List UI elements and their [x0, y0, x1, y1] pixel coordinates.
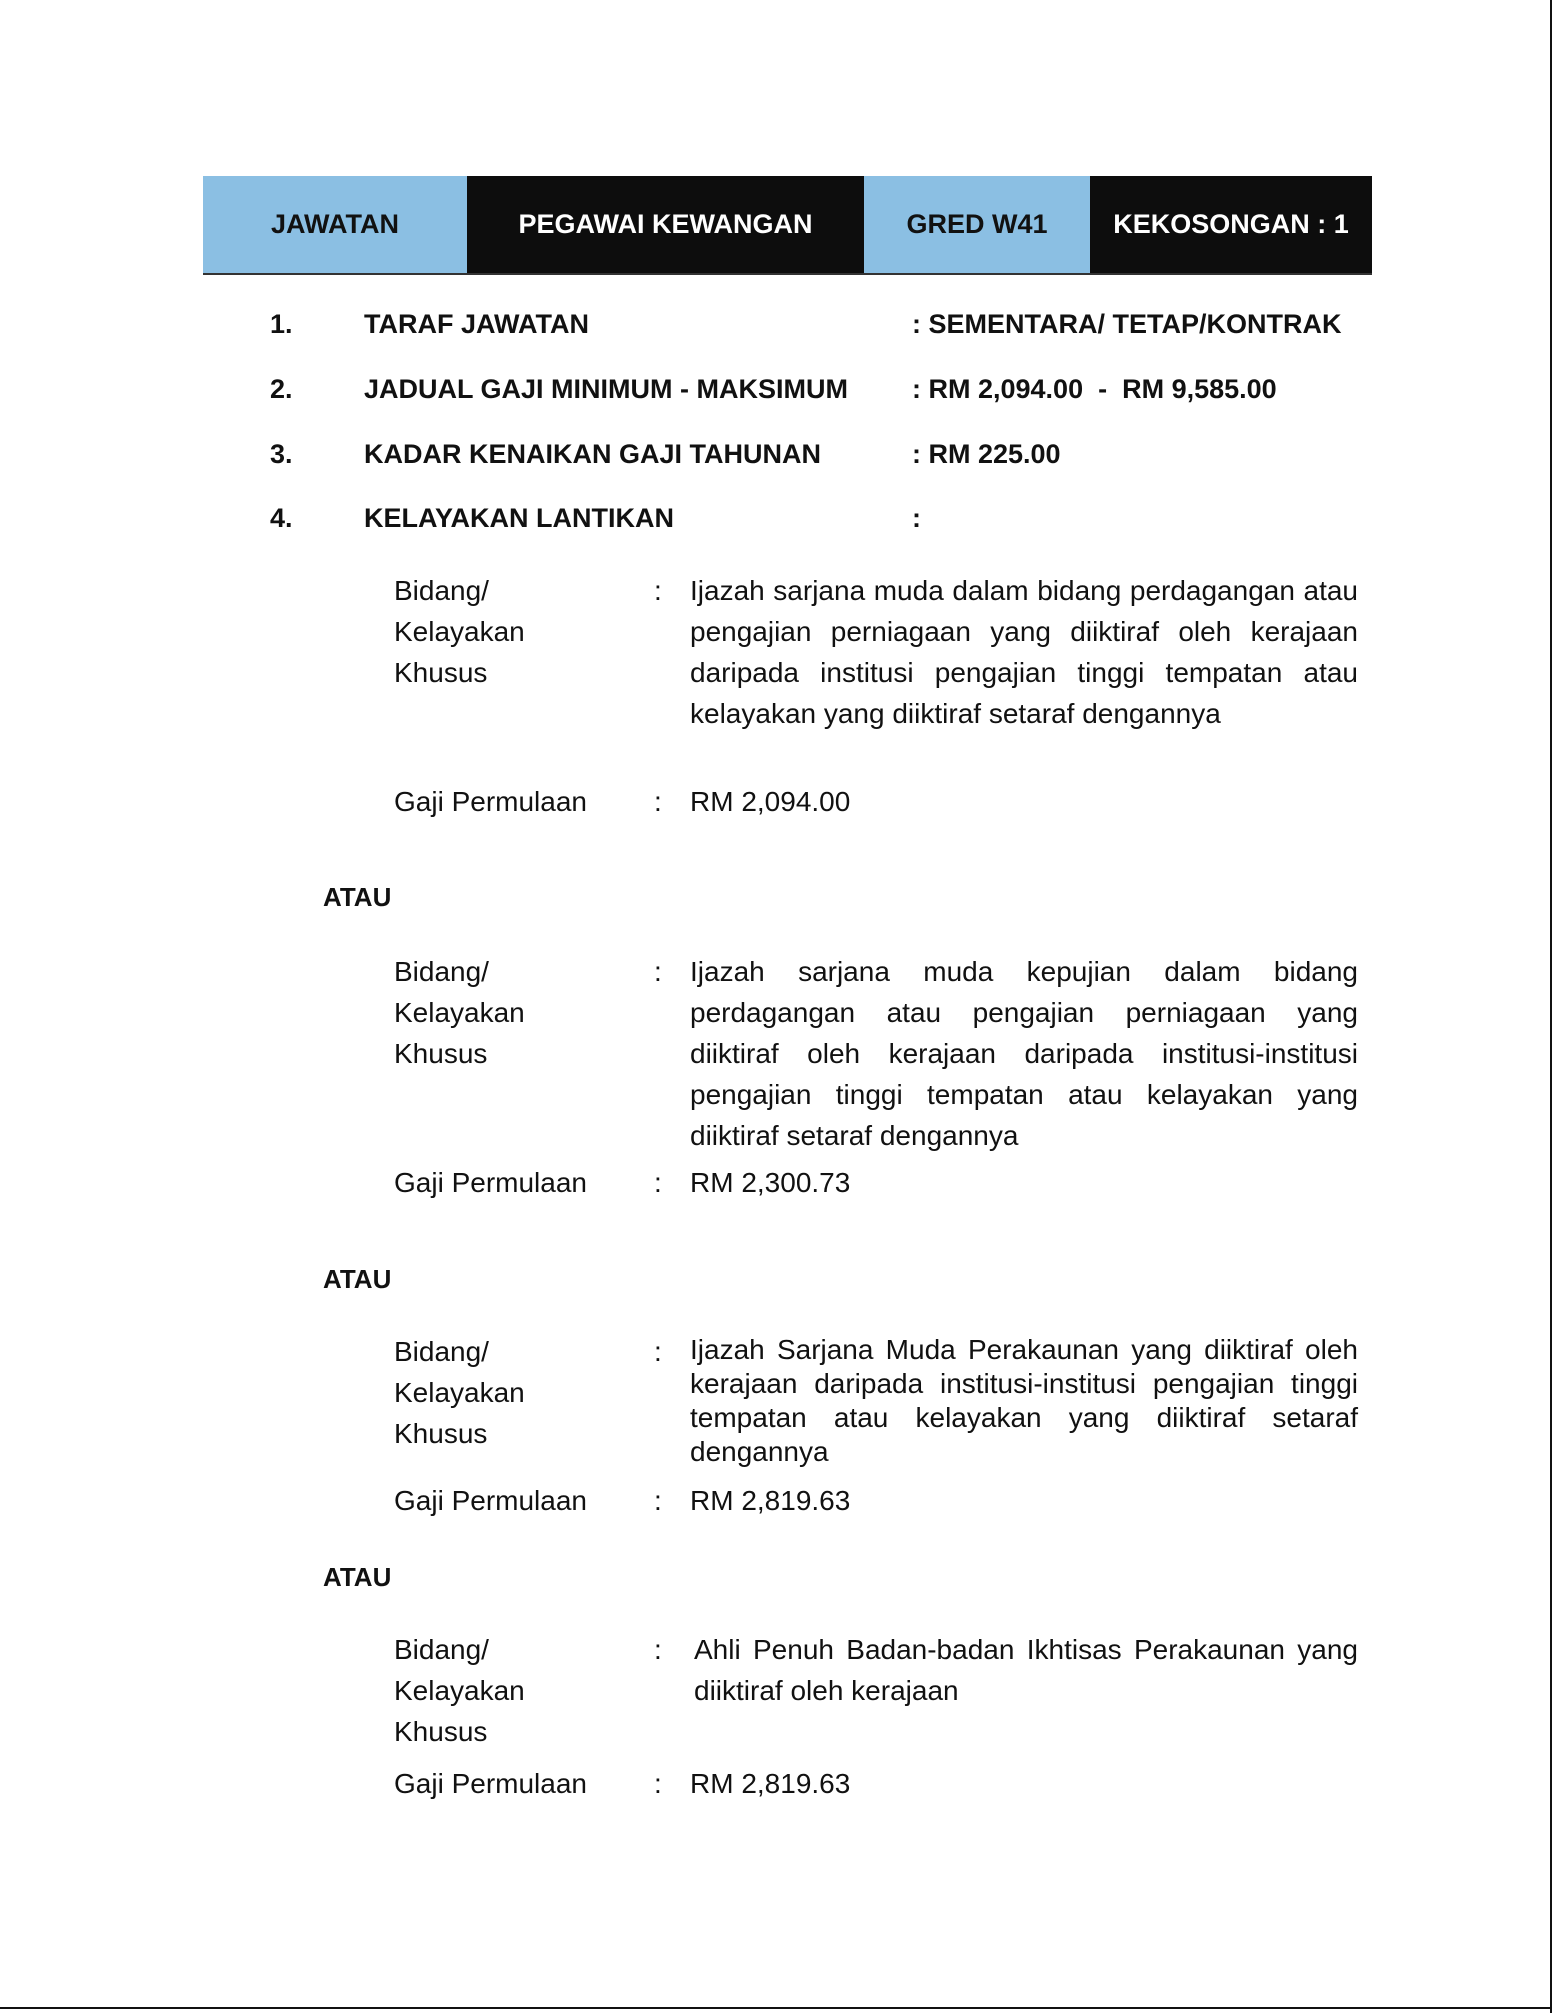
item-4-number: 4. [270, 503, 293, 533]
item-1-label: TARAF JAWATAN [364, 309, 589, 339]
item-4-value: : [912, 503, 921, 533]
khusus-label: Khusus [394, 1418, 488, 1449]
header-jawatan-label-text: JAWATAN [271, 209, 399, 239]
qualification-4-gaji-value: RM 2,819.63 [690, 1768, 851, 1799]
qualification-2-gaji-label: Gaji Permulaan [394, 1167, 587, 1198]
qualification-3-colon: : [654, 1336, 662, 1367]
qualification-1-gaji-value: RM 2,094.00 [690, 786, 851, 817]
qualification-3-gaji-value: RM 2,819.63 [690, 1485, 851, 1516]
item-3-label: KADAR KENAIKAN GAJI TAHUNAN [364, 439, 821, 469]
atau-separator-3: ATAU [323, 1562, 392, 1592]
item-2-label: JADUAL GAJI MINIMUM - MAKSIMUM [364, 374, 848, 404]
bidang-label: Bidang/ [394, 575, 489, 606]
page-border-right [1550, 0, 1552, 2013]
qualification-4-field-label [394, 1629, 525, 1752]
qualification-4-text: Ahli Penuh Badan-badan Ikhtisas Perakaunan yang diiktiraf oleh kerajaan [694, 1634, 1358, 1706]
bidang-label: Bidang/ [394, 1336, 489, 1367]
item-2-value: : RM 2,094.00 - RM 9,585.00 [912, 374, 1277, 404]
item-3-value: : RM 225.00 [912, 439, 1061, 469]
qualification-4-gaji-label: Gaji Permulaan [394, 1768, 587, 1799]
item-4-label: KELAYAKAN LANTIKAN [364, 503, 675, 533]
atau-separator-1: ATAU [323, 882, 392, 912]
item-3-number: 3. [270, 439, 293, 469]
header-underline [203, 273, 1372, 275]
header-kekosongan [1090, 176, 1372, 273]
qualification-4-colon: : [654, 1634, 662, 1665]
khusus-label: Khusus [394, 657, 488, 688]
qualification-3-text: Ijazah Sarjana Muda Perakaunan yang diiktiraf oleh kerajaan daripada institusi-institusi pengajian tinggi tempatan atau kelayakan yang diiktiraf setaraf dengannya [690, 1334, 1358, 1467]
item-1-number: 1. [270, 309, 293, 339]
qualification-1-field-label [394, 570, 525, 693]
kelayakan-label: Kelayakan [394, 616, 525, 647]
qualification-4-gaji-colon: : [654, 1768, 662, 1799]
khusus-label: Khusus [394, 1038, 488, 1069]
atau-separator-2: ATAU [323, 1264, 392, 1294]
kelayakan-label: Kelayakan [394, 1675, 525, 1706]
qualification-2-gaji-value: RM 2,300.73 [690, 1167, 851, 1198]
bidang-label: Bidang/ [394, 1634, 489, 1665]
item-2-number: 2. [270, 374, 293, 404]
kelayakan-label: Kelayakan [394, 997, 525, 1028]
qualification-3-field-label [394, 1331, 525, 1454]
page-border-bottom [0, 2007, 1552, 2009]
header-jawatan-value-text: PEGAWAI KEWANGAN [518, 209, 813, 239]
header-kekosongan-text: KEKOSONGAN : 1 [1113, 209, 1349, 239]
qualification-2-colon: : [654, 956, 662, 987]
bidang-label: Bidang/ [394, 956, 489, 987]
header-jawatan-value [467, 176, 864, 273]
qualification-1-colon: : [654, 575, 662, 606]
qualification-1-gaji-colon: : [654, 786, 662, 817]
header-gred-text: GRED W41 [906, 209, 1048, 239]
kelayakan-label: Kelayakan [394, 1377, 525, 1408]
header-gred [864, 176, 1090, 273]
qualification-2-gaji-colon: : [654, 1167, 662, 1198]
qualification-2-text: Ijazah sarjana muda kepujian dalam bidang perdagangan atau pengajian perniagaan yang diiktiraf oleh kerajaan daripada institusi-institusi pengajian tinggi tempatan atau kelayakan yang diiktiraf setaraf dengannya [690, 956, 1358, 1151]
qualification-3-gaji-colon: : [654, 1485, 662, 1516]
qualification-1-text: Ijazah sarjana muda dalam bidang perdagangan atau pengajian perniagaan yang diiktiraf oleh kerajaan daripada institusi pengajian tinggi tempatan atau kelayakan yang diiktiraf setaraf dengannya [690, 575, 1358, 729]
item-1-value: : SEMENTARA/ TETAP/KONTRAK [912, 309, 1342, 339]
qualification-2-field-label [394, 951, 525, 1074]
qualification-1-gaji-label: Gaji Permulaan [394, 786, 587, 817]
header-jawatan-label [203, 176, 467, 273]
khusus-label: Khusus [394, 1716, 488, 1747]
qualification-3-gaji-label: Gaji Permulaan [394, 1485, 587, 1516]
